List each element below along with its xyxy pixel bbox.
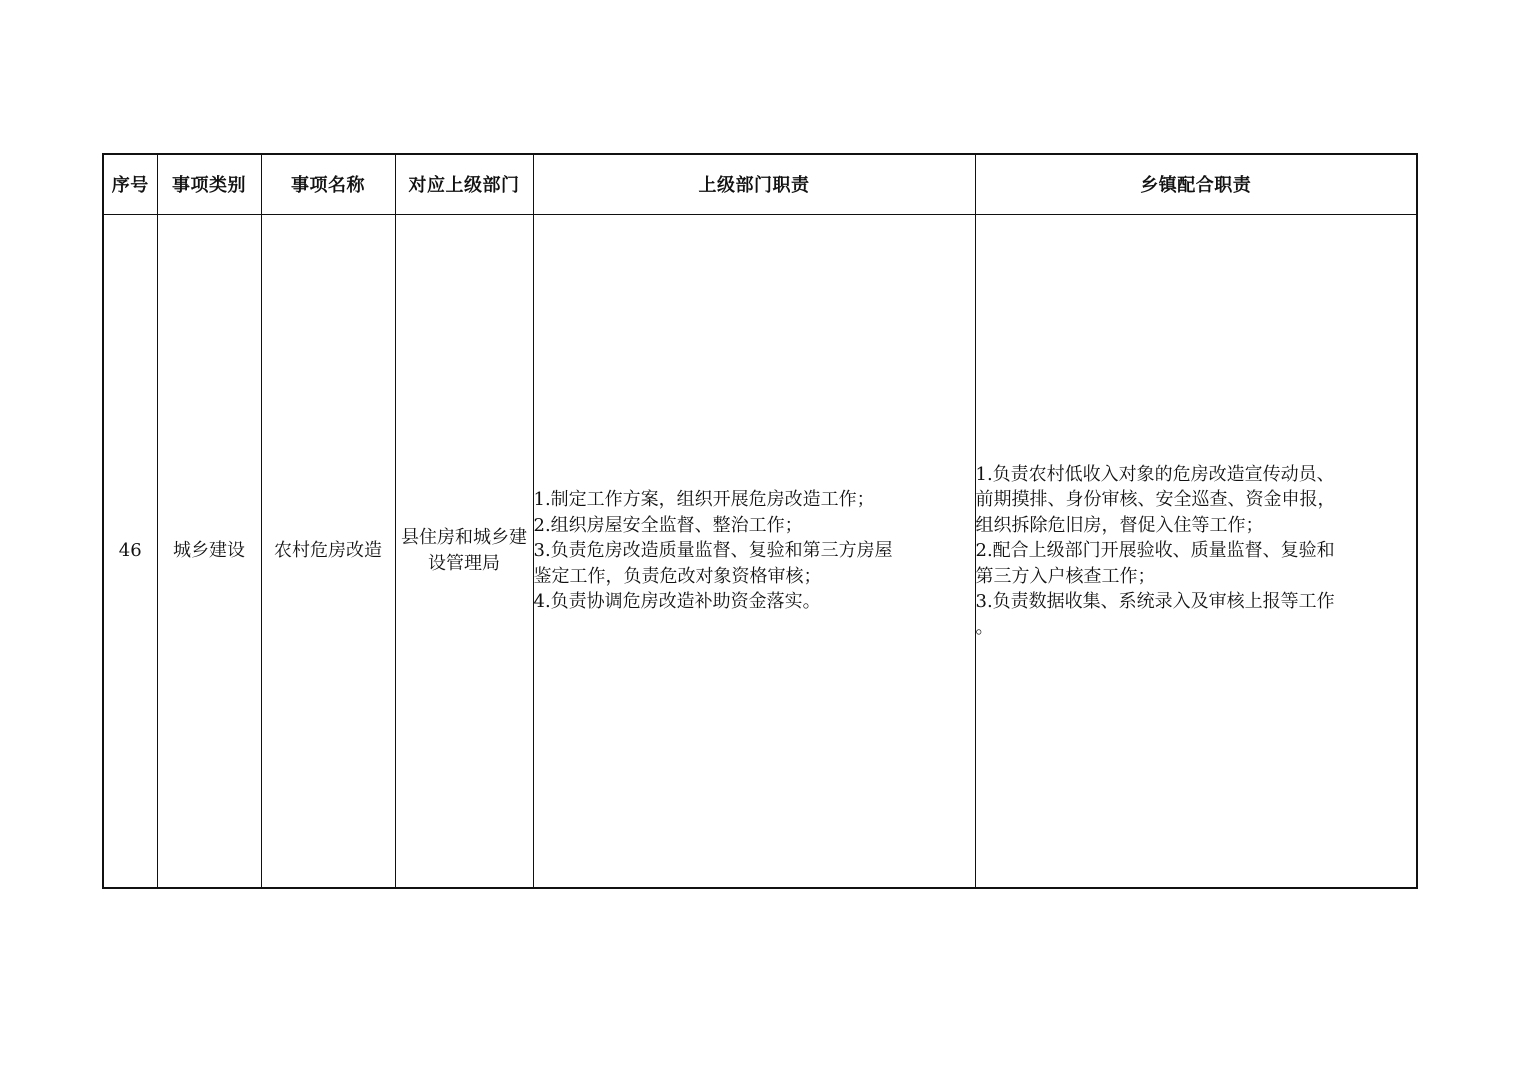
upper-duty-line: 2.组织房屋安全监督、整治工作； <box>533 514 803 536</box>
cell-town-duty <box>975 214 1417 888</box>
header-seq: 序号 <box>103 154 157 214</box>
cell-name: 农村危房改造 <box>261 214 395 888</box>
town-duty-list <box>976 462 1417 641</box>
town-duty-line: 组织拆除危旧房，督促入住等工作； <box>975 514 1264 536</box>
cell-upper-duty <box>533 214 975 888</box>
town-duty-line: 3.负责数据收集、系统录入及审核上报等工作 <box>975 591 1335 612</box>
town-duty-line: 前期摸排、身份审核、安全巡查、资金申报， <box>975 489 1336 510</box>
table-header-row <box>103 154 1417 214</box>
duty-table <box>102 153 1418 889</box>
header-department: 对应上级部门 <box>395 154 533 214</box>
header-upper-duty: 上级部门职责 <box>533 154 975 214</box>
upper-duty-line: 3.负责危房改造质量监督、复验和第三方房屋 <box>533 540 893 561</box>
upper-duty-line: 鉴定工作，负责危改对象资格审核； <box>533 565 822 587</box>
town-duty-line: 第三方入户核查工作； <box>975 565 1156 587</box>
cell-category: 城乡建设 <box>157 214 261 888</box>
town-duty-line: 。 <box>975 616 994 638</box>
header-name: 事项名称 <box>261 154 395 214</box>
town-duty-line: 1.负责农村低收入对象的危房改造宣传动员、 <box>975 463 1335 485</box>
cell-department: 县住房和城乡建设管理局 <box>395 214 533 888</box>
header-category: 事项类别 <box>157 154 261 214</box>
cell-seq: 46 <box>103 214 157 888</box>
table-row <box>103 214 1417 888</box>
header-town-duty: 乡镇配合职责 <box>975 154 1417 214</box>
town-duty-line: 2.配合上级部门开展验收、质量监督、复验和 <box>975 540 1335 561</box>
upper-duty-list <box>534 487 975 615</box>
upper-duty-line: 1.制定工作方案，组织开展危房改造工作； <box>533 489 875 510</box>
upper-duty-line: 4.负责协调危房改造补助资金落实。 <box>533 591 821 612</box>
